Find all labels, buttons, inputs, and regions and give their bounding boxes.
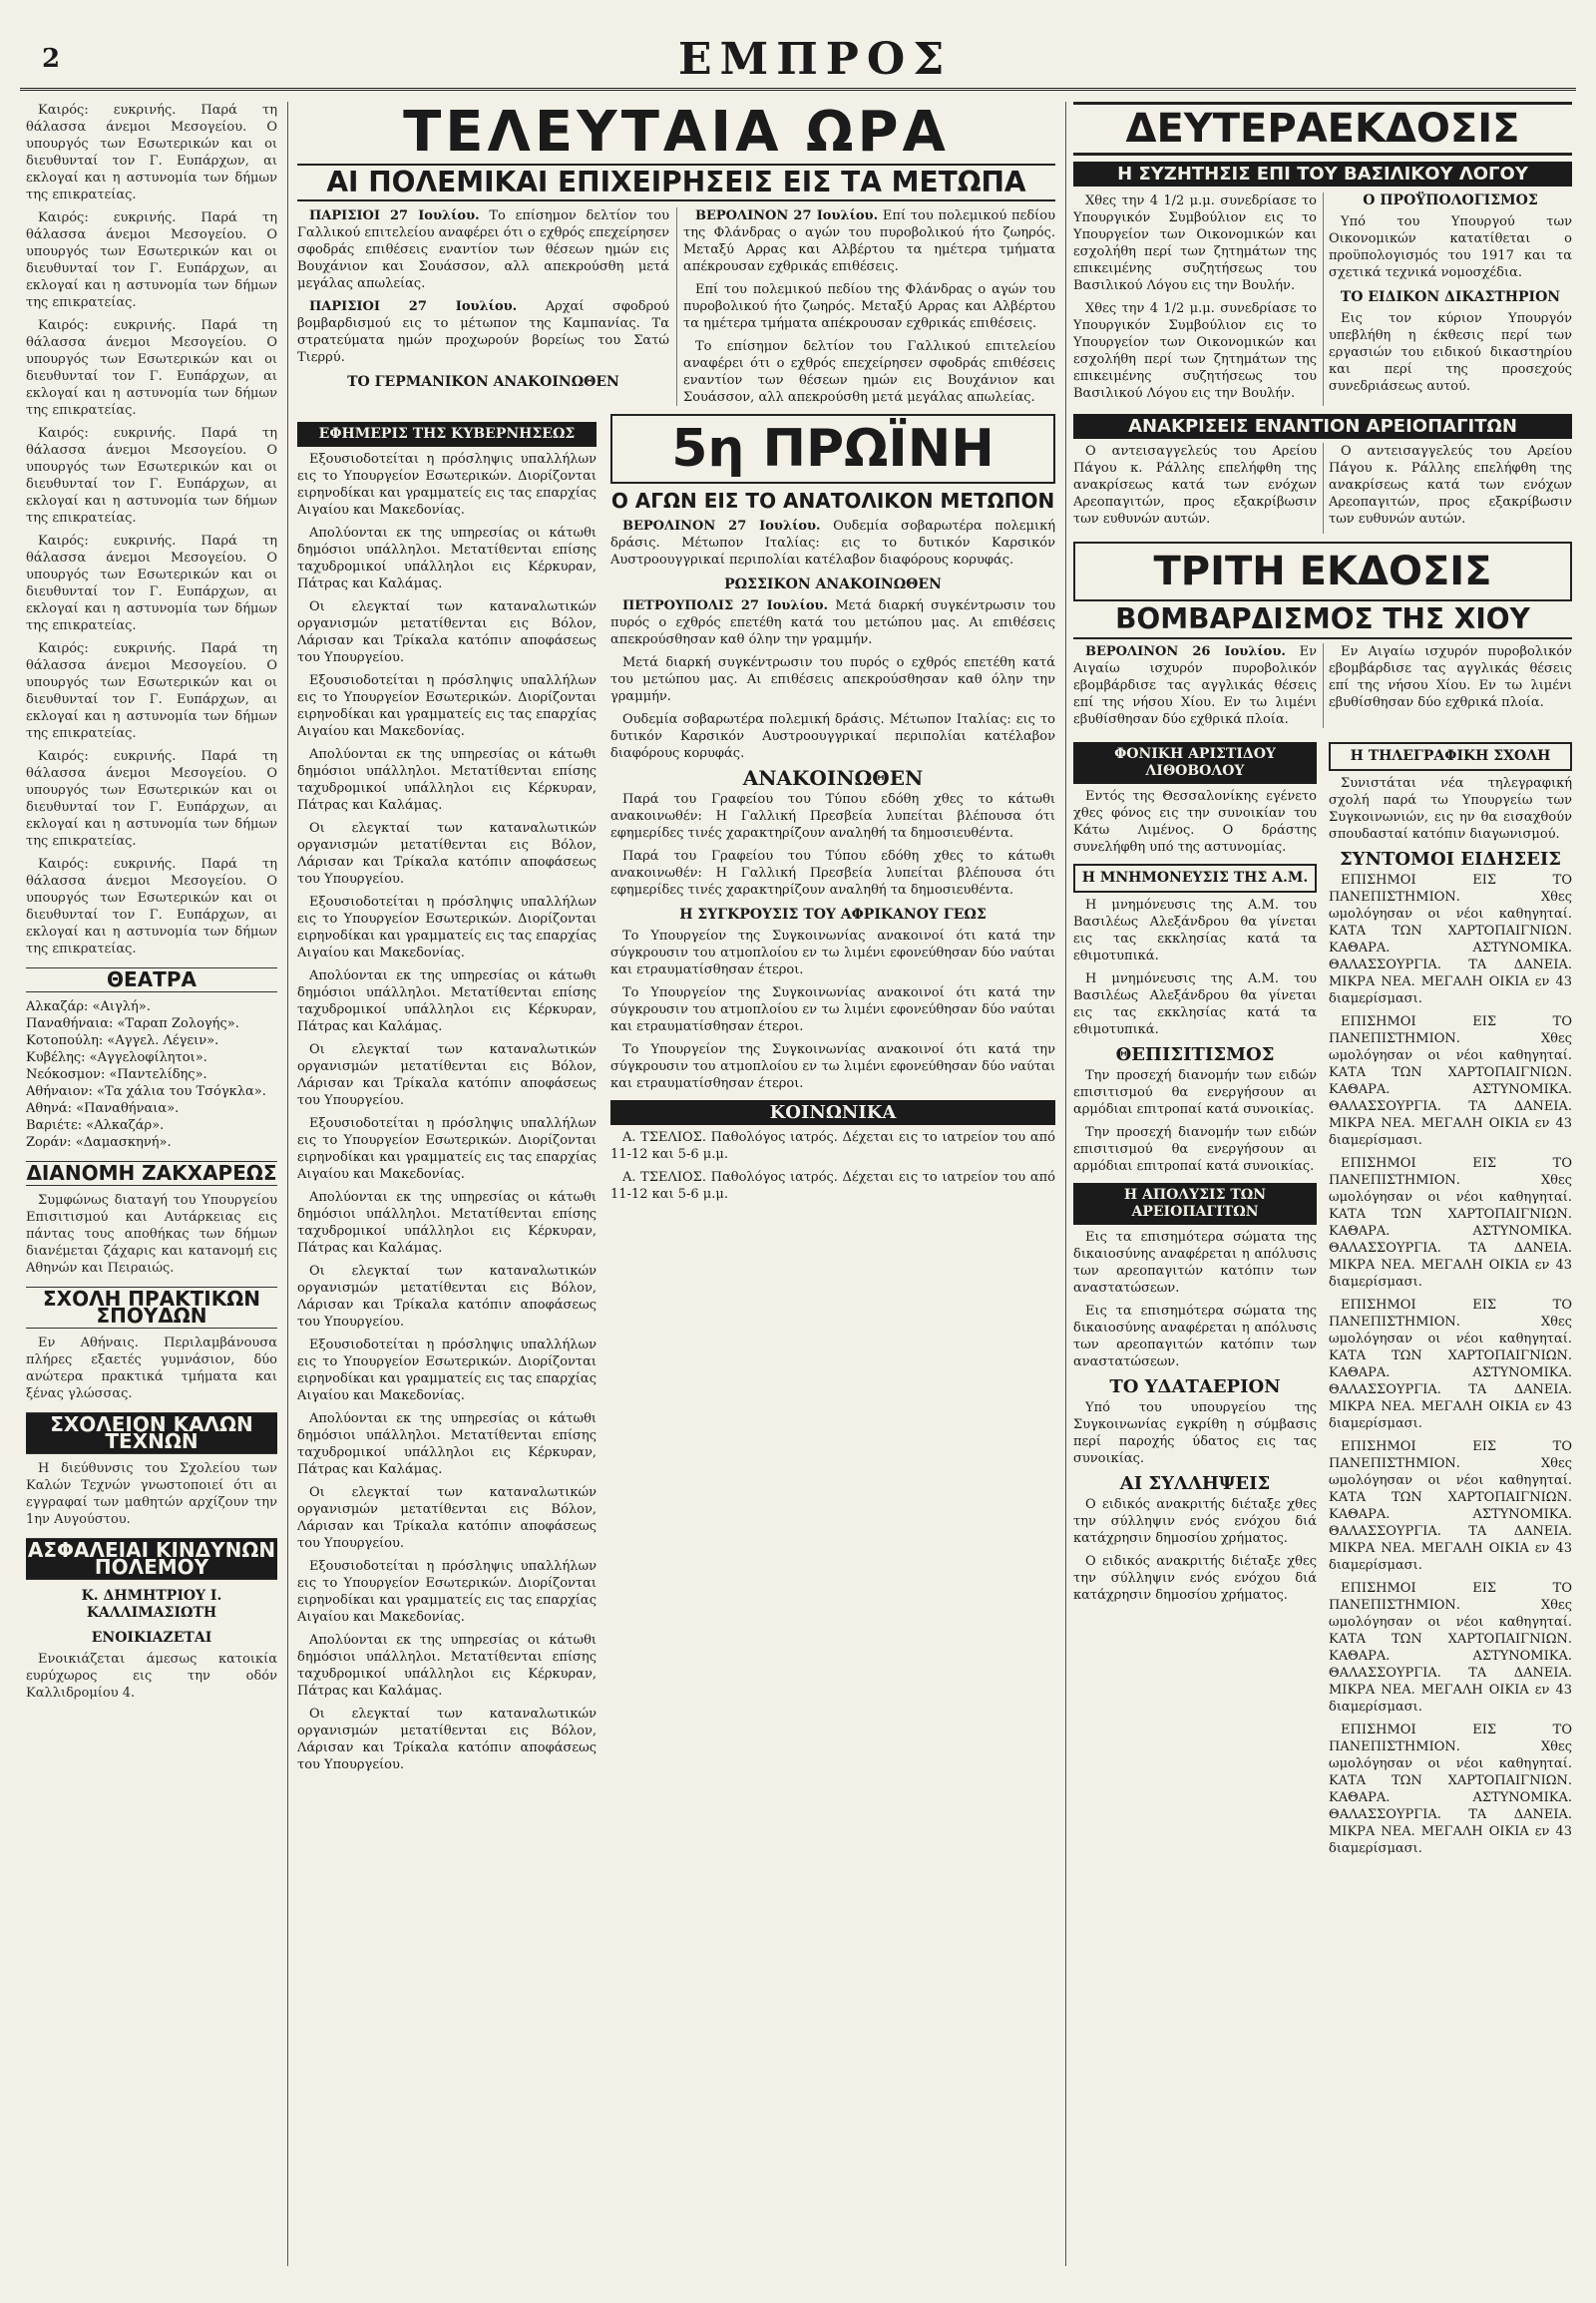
center-column [297, 102, 1055, 2266]
dateline: ΠΑΡΙΣΙΟΙ 27 Ιουλίου. [309, 208, 480, 223]
dateline: ΒΕΡΟΛΙΝΟΝ 27 Ιουλίου. [695, 208, 879, 223]
supply-title: ΘΕΠΙΣΙΤΙΣΜΟΣ [1115, 1043, 1275, 1065]
insurance-name: Κ. ΔΗΜΗΤΡΙΟΥ Ι. ΚΑΛΛΙΜΑΣΙΩΤΗ [81, 1588, 222, 1621]
news-text: Μετά διαρκή συγκέντρωσιν του πυρός ο εχθρός επετέθη κατά του μετώπου μας. Αι επιθέσεις απεκρούσθησαν καθ όλην την γραμμήν. [610, 655, 1055, 704]
news-text: Συνιστάται νέα τηλεγραφική σχολή παρά τω Υπουργείω των Συγκοινωνιών, εις ην θα εισαχθούν σπουδασταί κατόπιν διαγωνισμού. [1329, 775, 1572, 842]
left-filler-text: Καιρός: ευκρινής. Παρά τη θάλασσα άνεμοι Μεσογείου. Ο υπουργός των Εσωτερικών και οι διευθυνταί τον Γ. Ευπάρχων, αι εκλογαί και η αστυνομία των δήμων της επικρατείας. [26, 749, 277, 849]
right-lower-right [1329, 734, 1572, 1863]
dateline: ΒΕΡΟΛΙΝΟΝ 27 Ιουλίου. [622, 519, 821, 534]
russian-communique-title: ΡΩΣΣΙΚΟΝ ΑΝΑΚΟΙΝΩΘΕΝ [724, 576, 942, 592]
news-text: ΕΠΙΣΗΜΟΙ ΕΙΣ ΤΟ ΠΑΝΕΠΙΣΤΗΜΙΟΝ. Χθες ωμολόγησαν οι νέοι καθηγηταί. ΚΑΤΑ ΤΩΝ ΧΑΡΤΟΠΑΙΓΝΙΩΝ. ΚΑΘΑΡΑ. ΑΣΤΥΝΟΜΙΚΑ. ΘΑΛΑΣΣΟΥΡΓΙΑ. ΤΑ ΔΑΝΕΙΑ. ΜΙΚΡΑ ΝΕΑ. ΜΕΓΑΛΗ ΟΙΚΙΑ εν 43 διαμερίσμασι. [1329, 1438, 1572, 1573]
center-banner-subtitle: ΑΙ ΠΟΛΕΜΙΚΑΙ ΕΠΙΧΕΙΡΗΣΕΙΣ ΕΙΣ ΤΑ ΜΕΤΩΠΑ [297, 164, 1055, 201]
news-text: Μετά διαρκή συγκέντρωσιν του πυρός ο εχθρός επετέθη κατά του μετώπου μας. Αι επιθέσεις απεκρούσθησαν καθ όλην την γραμμήν. [610, 598, 1055, 647]
special-court-title: ΤΟ ΕΙΔΙΚΟΝ ΔΙΚΑΣΤΗΡΙΟΝ [1340, 289, 1561, 305]
news-text: ΕΠΙΣΗΜΟΙ ΕΙΣ ΤΟ ΠΑΝΕΠΙΣΤΗΜΙΟΝ. Χθες ωμολόγησαν οι νέοι καθηγηταί. ΚΑΤΑ ΤΩΝ ΧΑΡΤΟΠΑΙΓΝΙΩΝ. ΚΑΘΑΡΑ. ΑΣΤΥΝΟΜΙΚΑ. ΘΑΛΑΣΣΟΥΡΓΙΑ. ΤΑ ΔΑΝΕΙΑ. ΜΙΚΡΑ ΝΕΑ. ΜΕΓΑΛΗ ΟΙΚΙΑ εν 43 διαμερίσμασι. [1329, 872, 1572, 1006]
left-top-text: Καιρός: ευκρινής. Παρά τη θάλασσα άνεμοι Μεσογείου. Ο υπουργός των Εσωτερικών και οι διευθυνταί τον Γ. Ευπάρχων, αι εκλογαί και η αστυνομία των δήμων της επικρατείας. [26, 103, 277, 202]
news-text: Ουδεμία σοβαρωτέρα πολεμική δράσις. Μέτωπον Ιταλίας: εις το δυτικόν Καρσικόν Αυστροουγγρικαί περιπολίαι κατέλαβον διαφόρους κορυφάς. [610, 712, 1055, 761]
news-text: Ο ειδικός ανακριτής διέταξε χθες την σύλληψιν ενός ενόχου διά κατάχρησιν δημοσίου χρήματος. [1073, 1553, 1317, 1603]
areopagites-body [1073, 443, 1572, 534]
morning-edition [610, 414, 1055, 1779]
news-text: Αρχαί σφοδρού βομβαρδισμού εις το μέτωπον της Καμπανίας. Τα στρατεύματα ημών προχωρούν βορείως του Σατώ Τιερρύ. [297, 299, 669, 365]
chios-body [1073, 643, 1572, 728]
dateline: ΠΑΡΙΣΙΟΙ 27 Ιουλίου. [309, 299, 518, 314]
gazette-text: Απολύονται εκ της υπηρεσίας οι κάτωθι δημόσιοι υπάλληλοι. Μετατίθενται επίσης ταχυδρομικοί υπάλληλοι εις Κέρκυραν, Πάτρας και Καλάμας. [297, 1411, 597, 1477]
telegraph-school-title: Η ΤΗΛΕΓΡΑΦΙΚΗ ΣΧΟΛΗ [1329, 742, 1572, 771]
gazette-text: Οι ελεγκταί των καταναλωτικών οργανισμών μετατίθενται εις Βόλον, Λάρισαν και Τρίκαλα κατόπιν αποφάσεως του Υπουργείου. [297, 1485, 597, 1551]
news-text: Εις τον κύριον Υπουργόν υπεβλήθη η έκθεσις περί των εργασιών του ειδικού δικαστηρίου και περί της προσεχούς συνεδριάσεως αυτού. [1329, 311, 1572, 394]
theatre-line: Βαριέτε: «Αλκαζάρ». [26, 1118, 165, 1133]
left-filler-text: Καιρός: ευκρινής. Παρά τη θάλασσα άνεμοι Μεσογείου. Ο υπουργός των Εσωτερικών και οι διευθυνταί τον Γ. Ευπάρχων, αι εκλογαί και η αστυνομία των δήμων της επικρατείας. [26, 641, 277, 741]
gazette-title: ΕΦΗΜΕΡΙΣ ΤΗΣ ΚΥΒΕΡΝΗΣΕΩΣ [297, 422, 597, 447]
news-text: Το επίσημον δελτίον του Γαλλικού επιτελείου αναφέρει ότι ο εχθρός επεχείρησεν σφοδράς επιθέσεις εναντίον των θέσεων ημών εις Βουχάνιον και Σουάσσον, αλλ απεκρούσθη μετά μεγάλας απωλείας. [683, 339, 1055, 405]
distribution-text: Συμφώνως διαταγή του Υπουργείου Επισιτισμού και Αυτάρκειας εις πάντας τους αποθήκας των δήμων διανέμεται ζάχαρις και κατανομή εις Αθηνών και Πειραιώς. [26, 1193, 277, 1276]
theatre-line: Αθήναιον: «Τα χάλια του Τσόγκλα». [26, 1084, 266, 1099]
third-edition-title: ΤΡΙΤΗ ΕΚΔΟΣΙΣ [1073, 542, 1572, 601]
left-column [26, 102, 277, 2266]
column-rule [1065, 102, 1066, 2266]
gazette-text: Απολύονται εκ της υπηρεσίας οι κάτωθι δημόσιοι υπάλληλοι. Μετατίθενται επίσης ταχυδρομικοί υπάλληλοι εις Κέρκυραν, Πάτρας και Καλάμας. [297, 747, 597, 813]
news-text: ΕΠΙΣΗΜΟΙ ΕΙΣ ΤΟ ΠΑΝΕΠΙΣΤΗΜΙΟΝ. Χθες ωμολόγησαν οι νέοι καθηγηταί. ΚΑΤΑ ΤΩΝ ΧΑΡΤΟΠΑΙΓΝΙΩΝ. ΚΑΘΑΡΑ. ΑΣΤΥΝΟΜΙΚΑ. ΘΑΛΑΣΣΟΥΡΓΙΑ. ΤΑ ΔΑΝΕΙΑ. ΜΙΚΡΑ ΝΕΑ. ΜΕΓΑΛΗ ΟΙΚΙΑ εν 43 διαμερίσμασι. [1329, 1013, 1572, 1148]
gazette-text: Απολύονται εκ της υπηρεσίας οι κάτωθι δημόσιοι υπάλληλοι. Μετατίθενται επίσης ταχυδρομικοί υπάλληλοι εις Κέρκυραν, Πάτρας και Καλάμας. [297, 1190, 597, 1256]
column-rule [287, 102, 288, 2266]
collision-title: Η ΣΥΓΚΡΟΥΣΙΣ ΤΟΥ ΑΦΡΙΚΑΝΟΥ ΓΕΩΣ [679, 907, 987, 923]
social-text: Α. ΤΣΕΛΙΟΣ. Παθολόγος ιατρός. Δέχεται εις το ιατρείον του από 11-12 και 5-6 μ.μ. [610, 1130, 1055, 1162]
gazette-text: Οι ελεγκταί των καταναλωτικών οργανισμών μετατίθενται εις Βόλον, Λάρισαν και Τρίκαλα κατόπιν αποφάσεως του Υπουργείου. [297, 599, 597, 665]
gazette-text: Εξουσιοδοτείται η πρόσληψις υπαλλήλων εις το Υπουργείον Εσωτερικών. Διορίζονται ειρηνοδίκαι και γραμματείς εις τας επαρχίας Αιγαίου και Μακεδονίας. [297, 895, 597, 960]
right-lower [1073, 734, 1572, 1863]
theatre-list [26, 998, 277, 1151]
collision-text: Το Υπουργείον της Συγκοινωνίας ανακοινοί ότι κατά την σύγκρουσιν του ατμοπλοίου εν τω λιμένι εφονεύθησαν δύο ναύται και ετραυματίσθησαν έτεροι. [610, 929, 1055, 977]
gazette-text: Εξουσιοδοτείται η πρόσληψις υπαλλήλων εις το Υπουργείον Εσωτερικών. Διορίζονται ειρηνοδίκαι και γραμματείς εις τας επαρχίας Αιγαίου και Μακεδονίας. [297, 452, 597, 518]
ad-title: ΕΝΟΙΚΙΑΖΕΤΑΙ [91, 1630, 212, 1646]
water-title: ΤΟ ΥΔΑΤΑΕΡΙΟΝ [1109, 1375, 1281, 1397]
news-text: Η μνημόνευσις της Α.Μ. του Βασιλέως Αλεξάνδρου θα γίνεται εις τας εκκλησίας κατά τα εθιμοτυπικά. [1073, 970, 1317, 1037]
news-text: Ο αντεισαγγελεύς του Αρείου Πάγου κ. Ράλλης επελήφθη της ανακρίσεως κατά των ενόχων Αρεοπαγιτών, προς εξακρίβωσιν των ευθυνών αυτών. [1073, 443, 1317, 527]
news-text: Εντός της Θεσσαλονίκης εγένετο χθες φόνος εις την συνοικίαν του Κάτω Λιμένος. Ο δράστης συνελήφθη υπό της αστυνομίας. [1073, 788, 1317, 855]
news-text: Ο αντεισαγγελεύς του Αρείου Πάγου κ. Ράλλης επελήφθη της ανακρίσεως κατά των ενόχων Αρεοπαγιτών, προς εξακρίβωσιν των ευθυνών αυτών. [1329, 443, 1572, 527]
news-text: Το επίσημον δελτίον του Γαλλικού επιτελείου αναφέρει ότι ο εχθρός επεχείρησεν σφοδράς επιθέσεις εναντίον των θέσεων ημών εις Βουχάνιον και Σουάσσον, αλλ απεκρούσθη μετά μεγάλας απωλείας. [297, 208, 669, 291]
theatre-line: Κοτοπούλη: «Αγγελ. Λέγειν». [26, 1033, 219, 1048]
announcement-text: Παρά του Γραφείου του Τύπου εδόθη χθες το κάτωθι ανακοινωθέν: Η Γαλλική Πρεσβεία λυπείται βλέπουσα ότι εφημερίδες τινές χαρακτηρίζουν αναληθή τα δημοσιευθέντα. [610, 792, 1055, 841]
dismissal-title: Η ΑΠΟΛΥΣΙΣ ΤΩΝ ΑΡΕΙΟΠΑΓΙΤΩΝ [1073, 1183, 1317, 1225]
budget-title: Ο ΠΡΟΫΠΟΛΟΓΙΣΜΟΣ [1363, 192, 1538, 208]
news-text: Η μνημόνευσις της Α.Μ. του Βασιλέως Αλεξάνδρου θα γίνεται εις τας εκκλησίας κατά τα εθιμοτυπικά. [1073, 897, 1317, 963]
news-text: Εν Αιγαίω ισχυρόν πυροβολικόν εβομβάρδισε τας αγγλικάς θέσεις επί της νήσου Χίου. Εν τω λιμένι εβυθίσθησαν δύο εχθρικά πλοία. [1073, 643, 1317, 727]
gazette-text: Εξουσιοδοτείται η πρόσληψις υπαλλήλων εις το Υπουργείον Εσωτερικών. Διορίζονται ειρηνοδίκαι και γραμματείς εις τας επαρχίας Αιγαίου και Μακεδονίας. [297, 1559, 597, 1625]
school-title: ΣΧΟΛΗ ΠΡΑΚΤΙΚΩΝ ΣΠΟΥΔΩΝ [26, 1287, 277, 1329]
left-filler-text: Καιρός: ευκρινής. Παρά τη θάλασσα άνεμοι Μεσογείου. Ο υπουργός των Εσωτερικών και οι διευθυνταί τον Γ. Ευπάρχων, αι εκλογαί και η αστυνομία των δήμων της επικρατείας. [26, 426, 277, 526]
arrests-title: ΑΙ ΣΥΛΛΗΨΕΙΣ [1119, 1472, 1271, 1494]
page-number: 2 [42, 44, 61, 74]
chios-bombardment-title: ΒΟΜΒΑΡΔΙΣΜΟΣ ΤΗΣ ΧΙΟΥ [1073, 601, 1572, 639]
newspaper-page [20, 18, 1576, 2282]
ad-text: Ενοικιάζεται άμεσως κατοικία ευρύχωρος εις την οδόν Καλλιδρομίου 4. [26, 1652, 277, 1701]
right-lower-left [1073, 734, 1317, 1863]
second-edition-title: ΔΕΥΤΕΡΑΕΚΔΟΣΙΣ [1073, 102, 1572, 156]
areopagites-title: ΑΝΑΚΡΙΣΕΙΣ ΕΝΑΝΤΙΟΝ ΑΡΕΙΟΠΑΓΙΤΩΝ [1073, 414, 1572, 439]
german-communique-title: ΤΟ ΓΕΡΜΑΝΙΚΟΝ ΑΝΑΚΟΙΝΩΘΕΝ [347, 374, 619, 390]
paper-name: ΕΜΠΡΟΣ [678, 34, 953, 85]
news-text: ΕΠΙΣΗΜΟΙ ΕΙΣ ΤΟ ΠΑΝΕΠΙΣΤΗΜΙΟΝ. Χθες ωμολόγησαν οι νέοι καθηγηταί. ΚΑΤΑ ΤΩΝ ΧΑΡΤΟΠΑΙΓΝΙΩΝ. ΚΑΘΑΡΑ. ΑΣΤΥΝΟΜΙΚΑ. ΘΑΛΑΣΣΟΥΡΓΙΑ. ΤΑ ΔΑΝΕΙΑ. ΜΙΚΡΑ ΝΕΑ. ΜΕΓΑΛΗ ΟΙΚΙΑ εν 43 διαμερίσμασι. [1329, 1722, 1572, 1856]
gazette-text: Εξουσιοδοτείται η πρόσληψις υπαλλήλων εις το Υπουργείον Εσωτερικών. Διορίζονται ειρηνοδίκαι και γραμματείς εις τας επαρχίας Αιγαίου και Μακεδονίας. [297, 1338, 597, 1403]
murder-title: ΦΟΝΙΚΗ ΑΡΙΣΤΙΔΟΥ ΛΙΘΟΒΟΛΟΥ [1073, 742, 1317, 784]
commemoration-title: Η ΜΝΗΜΟΝΕΥΣΙΣ ΤΗΣ Α.Μ. [1073, 864, 1317, 893]
social-title: ΚΟΙΝΩΝΙΚΑ [610, 1100, 1055, 1125]
news-text: ΕΠΙΣΗΜΟΙ ΕΙΣ ΤΟ ΠΑΝΕΠΙΣΤΗΜΙΟΝ. Χθες ωμολόγησαν οι νέοι καθηγηταί. ΚΑΤΑ ΤΩΝ ΧΑΡΤΟΠΑΙΓΝΙΩΝ. ΚΑΘΑΡΑ. ΑΣΤΥΝΟΜΙΚΑ. ΘΑΛΑΣΣΟΥΡΓΙΑ. ΤΑ ΔΑΝΕΙΑ. ΜΙΚΡΑ ΝΕΑ. ΜΕΓΑΛΗ ΟΙΚΙΑ εν 43 διαμερίσμασι. [1329, 1580, 1572, 1715]
royal-speech-title: Η ΣΥΖΗΤΗΣΙΣ ΕΠΙ ΤΟΥ ΒΑΣΙΛΙΚΟΥ ΛΟΓΟΥ [1073, 162, 1572, 187]
theatre-title: ΘΕΑΤΡΑ [26, 967, 277, 992]
right-column [1073, 102, 1572, 2266]
announcement-title: ΑΝΑΚΟΙΝΩΘΕΝ [742, 766, 924, 790]
theatre-line: Αλκαζάρ: «Αιγλή». [26, 999, 151, 1014]
morning-edition-title: 5η ΠΡΩΪΝΗ [610, 414, 1055, 484]
theatre-line: Ζοράν: «Δαμασκηνή». [26, 1135, 172, 1150]
center-lower [297, 414, 1055, 1779]
dateline: ΠΕΤΡΟΥΠΟΛΙΣ 27 Ιουλίου. [622, 598, 829, 613]
royal-speech-body [1073, 192, 1572, 406]
left-filler-text: Καιρός: ευκρινής. Παρά τη θάλασσα άνεμοι Μεσογείου. Ο υπουργός των Εσωτερικών και οι διευθυνταί τον Γ. Ευπάρχων, αι εκλογαί και η αστυνομία των δήμων της επικρατείας. [26, 318, 277, 418]
gazette-text: Οι ελεγκταί των καταναλωτικών οργανισμών μετατίθενται εις Βόλον, Λάρισαν και Τρίκαλα κατόπιν αποφάσεως του Υπουργείου. [297, 821, 597, 887]
gazette-text: Εξουσιοδοτείται η πρόσληψις υπαλλήλων εις το Υπουργείον Εσωτερικών. Διορίζονται ειρηνοδίκαι και γραμματείς εις τας επαρχίας Αιγαίου και Μακεδονίας. [297, 673, 597, 739]
announcement-text: Παρά του Γραφείου του Τύπου εδόθη χθες το κάτωθι ανακοινωθέν: Η Γαλλική Πρεσβεία λυπείται βλέπουσα ότι εφημερίδες τινές χαρακτηρίζουν αναληθή τα δημοσιευθέντα. [610, 849, 1055, 898]
school2-title: ΣΧΟΛΕΙΟΝ ΚΑΛΩΝ ΤΕΧΝΩΝ [26, 1412, 277, 1454]
masthead [20, 18, 1576, 91]
news-text: Εν Αιγαίω ισχυρόν πυροβολικόν εβομβάρδισε τας αγγλικάς θέσεις επί της νήσου Χίου. Εν τω λιμένι εβυθίσθησαν δύο εχθρικά πλοία. [1329, 643, 1572, 710]
left-filler-text: Καιρός: ευκρινής. Παρά τη θάλασσα άνεμοι Μεσογείου. Ο υπουργός των Εσωτερικών και οι διευθυνταί τον Γ. Ευπάρχων, αι εκλογαί και η αστυνομία των δήμων της επικρατείας. [26, 534, 277, 633]
theatre-line: Παναθήναια: «Ταραπ Ζολογής». [26, 1016, 239, 1031]
news-text: Ουδεμία σοβαρωτέρα πολεμική δράσις. Μέτωπον Ιταλίας: εις το δυτικόν Καρσικόν Αυστροουγγρικαί περιπολίαι κατέλαβον διαφόρους κορυφάς. [610, 519, 1055, 568]
center-banner-title: ΤΕΛΕΥΤΑΙΑ ΩΡΑ [403, 102, 950, 165]
gazette-text: Οι ελεγκταί των καταναλωτικών οργανισμών μετατίθενται εις Βόλον, Λάρισαν και Τρίκαλα κατόπιν αποφάσεως του Υπουργείου. [297, 1042, 597, 1108]
news-text: Υπό του Υπουργού των Οικονομικών κατατίθεται ο προϋπολογισμός του 1917 και τα σχετικά τεχνικά νομοσχέδια. [1329, 214, 1572, 280]
gazette-text: Απολύονται εκ της υπηρεσίας οι κάτωθι δημόσιοι υπάλληλοι. Μετατίθενται επίσης ταχυδρομικοί υπάλληλοι εις Κέρκυραν, Πάτρας και Καλάμας. [297, 1633, 597, 1699]
school2-text: Η διεύθυνσις του Σχολείου των Καλών Τεχνών γνωστοποιεί ότι αι εγγραφαί των μαθητών αρχίζουν την 1ην Αυγούστου. [26, 1461, 277, 1527]
distribution-title: ΔΙΑΝΟΜΗ ΖΑΚΧΑΡΕΩΣ [26, 1161, 277, 1185]
news-text: Εις τα επισημότερα σώματα της δικαιοσύνης αναφέρεται η απόλυσις των αρεοπαγιτών κατόπιν των αναστατώσεων. [1073, 1229, 1317, 1296]
gazette-text: Απολύονται εκ της υπηρεσίας οι κάτωθι δημόσιοι υπάλληλοι. Μετατίθενται επίσης ταχυδρομικοί υπάλληλοι εις Κέρκυραν, Πάτρας και Καλάμας. [297, 968, 597, 1034]
gazette-column [297, 414, 597, 1779]
theatre-line: Κυβέλης: «Αγγελοφίλητοι». [26, 1050, 207, 1065]
left-filler-text: Καιρός: ευκρινής. Παρά τη θάλασσα άνεμοι Μεσογείου. Ο υπουργός των Εσωτερικών και οι διευθυνταί τον Γ. Ευπάρχων, αι εκλογαί και η αστυνομία των δήμων της επικρατείας. [26, 857, 277, 957]
news-text: ΕΠΙΣΗΜΟΙ ΕΙΣ ΤΟ ΠΑΝΕΠΙΣΤΗΜΙΟΝ. Χθες ωμολόγησαν οι νέοι καθηγηταί. ΚΑΤΑ ΤΩΝ ΧΑΡΤΟΠΑΙΓΝΙΩΝ. ΚΑΘΑΡΑ. ΑΣΤΥΝΟΜΙΚΑ. ΘΑΛΑΣΣΟΥΡΓΙΑ. ΤΑ ΔΑΝΕΙΑ. ΜΙΚΡΑ ΝΕΑ. ΜΕΓΑΛΗ ΟΙΚΙΑ εν 43 διαμερίσμασι. [1329, 1155, 1572, 1290]
news-text: ΕΠΙΣΗΜΟΙ ΕΙΣ ΤΟ ΠΑΝΕΠΙΣΤΗΜΙΟΝ. Χθες ωμολόγησαν οι νέοι καθηγηταί. ΚΑΤΑ ΤΩΝ ΧΑΡΤΟΠΑΙΓΝΙΩΝ. ΚΑΘΑΡΑ. ΑΣΤΥΝΟΜΙΚΑ. ΘΑΛΑΣΣΟΥΡΓΙΑ. ΤΑ ΔΑΝΕΙΑ. ΜΙΚΡΑ ΝΕΑ. ΜΕΓΑΛΗ ΟΙΚΙΑ εν 43 διαμερίσμασι. [1329, 1297, 1572, 1431]
brief-news-title: ΣΥΝΤΟΜΟΙ ΕΙΔΗΣΕΙΣ [1339, 848, 1562, 870]
morning-edition-subtitle: Ο ΑΓΩΝ ΕΙΣ ΤΟ ΑΝΑΤΟΛΙΚΟΝ ΜΕΤΩΠΟΝ [610, 489, 1055, 513]
collision-text: Το Υπουργείον της Συγκοινωνίας ανακοινοί ότι κατά την σύγκρουσιν του ατμοπλοίου εν τω λιμένι εφονεύθησαν δύο ναύται και ετραυματίσθησαν έτεροι. [610, 985, 1055, 1034]
news-text: Υπό του υπουργείου της Συγκοινωνίας εγκρίθη η σύμβασις περί παροχής ύδατος εις τας συνοικίας. [1073, 1399, 1317, 1466]
news-text: Επί του πολεμικού πεδίου της Φλάνδρας ο αγών του πυροβολικού ήτο ζωηρός. Μεταξύ Αρρας και Αλβέρτου τα ημέτερα τμήματα απέκρουσαν εχθρικάς επιθέσεις. [683, 208, 1055, 274]
school-text: Εν Αθήναις. Περιλαμβάνουσα πλήρες εξαετές γυμνάσιον, δύο ανώτερα πρακτικά τμήματα και ξένας γλώσσας. [26, 1336, 277, 1401]
theatre-line: Νεόκοσμον: «Παντελίδης». [26, 1067, 207, 1082]
dateline: ΒΕΡΟΛΙΝΟΝ 26 Ιουλίου. [1085, 643, 1286, 659]
social-text: Α. ΤΣΕΛΙΟΣ. Παθολόγος ιατρός. Δέχεται εις το ιατρείον του από 11-12 και 5-6 μ.μ. [610, 1170, 1055, 1202]
gazette-text: Οι ελεγκταί των καταναλωτικών οργανισμών μετατίθενται εις Βόλον, Λάρισαν και Τρίκαλα κατόπιν αποφάσεως του Υπουργείου. [297, 1264, 597, 1330]
insurance-title: ΑΣΦΑΛΕΙΑΙ ΚΙΝΔΥΝΩΝ ΠΟΛΕΜΟΥ [27, 1538, 276, 1579]
news-text: Εις τα επισημότερα σώματα της δικαιοσύνης αναφέρεται η απόλυσις των αρεοπαγιτών κατόπιν των αναστατώσεων. [1073, 1303, 1317, 1369]
news-text: Την προσεχή διανομήν των ειδών επισιτισμού θα ενεργήσουν αι αρμόδιαι επιτροπαί κατά συνοικίας. [1073, 1067, 1317, 1117]
news-text: Ο ειδικός ανακριτής διέταξε χθες την σύλληψιν ενός ενόχου διά κατάχρησιν δημοσίου χρήματος. [1073, 1496, 1317, 1546]
news-text: Επί του πολεμικού πεδίου της Φλάνδρας ο αγών του πυροβολικού ήτο ζωηρός. Μεταξύ Αρρας και Αλβέρτου τα ημέτερα τμήματα απέκρουσαν εχθρικάς επιθέσεις. [683, 282, 1055, 331]
theatre-line: Αθηνά: «Παναθήναια». [26, 1101, 180, 1116]
collision-text: Το Υπουργείον της Συγκοινωνίας ανακοινοί ότι κατά την σύγκρουσιν του ατμοπλοίου εν τω λιμένι εφονεύθησαν δύο ναύται και ετραυματίσθησαν έτεροι. [610, 1042, 1055, 1091]
news-text: Χθες την 4 1/2 μ.μ. συνεδρίασε το Υπουργικόν Συμβούλιον εις το Υπουργείον των Οικονομικών και εσχολήθη περί των ζητημάτων της επικειμένης συζητήσεως του Βασιλικού Λόγου εις την Βουλήν. [1073, 301, 1317, 401]
news-text: Την προσεχή διανομήν των ειδών επισιτισμού θα ενεργήσουν αι αρμόδιαι επιτροπαί κατά συνοικίας. [1073, 1124, 1317, 1174]
news-text: Χθες την 4 1/2 μ.μ. συνεδρίασε το Υπουργικόν Συμβούλιον εις το Υπουργείον των Οικονομικών και εσχολήθη περί των ζητημάτων της επικειμένης συζητήσεως του Βασιλικού Λόγου εις την Βουλήν. [1073, 193, 1317, 293]
gazette-text: Οι ελεγκταί των καταναλωτικών οργανισμών μετατίθενται εις Βόλον, Λάρισαν και Τρίκαλα κατόπιν αποφάσεως του Υπουργείου. [297, 1707, 597, 1772]
gazette-text: Απολύονται εκ της υπηρεσίας οι κάτωθι δημόσιοι υπάλληλοι. Μετατίθενται επίσης ταχυδρομικοί υπάλληλοι εις Κέρκυραν, Πάτρας και Καλάμας. [297, 526, 597, 591]
gazette-text: Εξουσιοδοτείται η πρόσληψις υπαλλήλων εις το Υπουργείον Εσωτερικών. Διορίζονται ειρηνοδίκαι και γραμματείς εις τας επαρχίας Αιγαίου και Μακεδονίας. [297, 1116, 597, 1182]
center-top-news [297, 207, 1055, 406]
left-filler-text: Καιρός: ευκρινής. Παρά τη θάλασσα άνεμοι Μεσογείου. Ο υπουργός των Εσωτερικών και οι διευθυνταί τον Γ. Ευπάρχων, αι εκλογαί και η αστυνομία των δήμων της επικρατείας. [26, 210, 277, 310]
